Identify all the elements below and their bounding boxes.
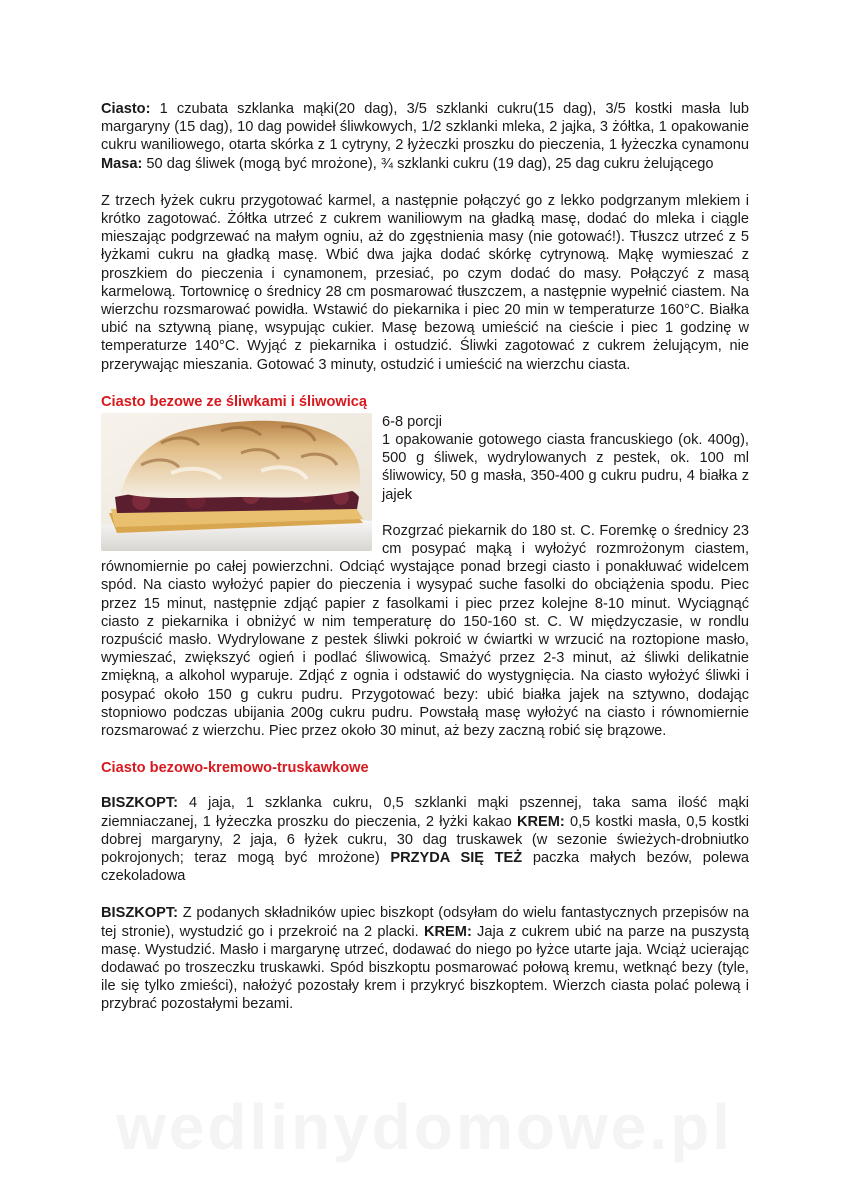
recipe3-title: Ciasto bezowo-kremowo-truskawkowe <box>101 760 369 777</box>
label-masa: Masa: <box>101 155 143 172</box>
plum-meringue-cake-photo <box>101 413 372 551</box>
biszkopt-method: Z podanych składników upiec biszkopt (odsyłam do wielu fantastycznych przepisów na tej stronie), wystudzić go i przekroić na 2 placki. <box>101 905 749 940</box>
label-krem: KREM: <box>516 813 565 830</box>
ciasto-ingredients: 1 czubata szklanka mąki(20 dag), 3/5 szklanki cukru(15 dag), 3/5 kostki masła lub margaryny (15 dag), 10 dag powideł śliwkowych, 1/2 szklanki mleka, 2 jajka, 3 żółtka, 1 opakowanie cukru waniliowego, otarta skórka z 1 cytryny, 2 łyżeczki proszku do pieczenia, 1 łyżeczka cynamonu <box>101 101 749 154</box>
method-label-krem: KREM: <box>423 923 472 940</box>
krem-ingredients: 0,5 kostki masła, 0,5 kostki dobrej margaryny, 2 jaja, 6 łyżek cukru, 30 dag truskawek (w sezonie świeżych-drobniutko pokrojonych; teraz mogą być mrożone) <box>101 813 749 866</box>
recipe2-method: Rozgrzać piekarnik do 180 st. C. Foremkę o średnicy 23 cm posypać mąką i wyłożyć rozmrożonym ciastem, równomiernie po całej powierzchni. Odciąć wystające ponad brzegi ciasto i ponakłuwać widelcem spód. Na ciasto wyłożyć papier do pieczenia i wysypać suche fasolki do obciążenia spodu. Piec przez 15 minut, następnie zdjąć papier z fasolkami i piec przez kolejne 8-10 minut. Wyciągnąć ciasto z piekarnika i obniżyć w nim temperaturę do 150-160 st. C. W międzyczasie, w rondlu rozpuścić masło. Wydrylowane z pestek śliwki pokroić w ćwiartki w wrzucić na roztopione masło, wymieszać, zwiększyć ogień i podlać śliwowicą. Smażyć przez 2-3 minut, aż śliwki delikatnie zmiękną, a alkohol wyparuje. Zdjąć z ognia i odstawić do wystygnięcia. Na ciasto wyłożyć śliwki i posypać około 150 g cukru pudru. Przygotować bezy: ubić białka jajek na sztywno, dodając stopniowo podczas ubijania 200g cukru pudru. Powstałą masę wyłożyć na ciasto i równomiernie rozsmarować z wierzchu. Piec przez około 30 minut, aż bezy zaczną robić się brązowe. <box>101 522 749 740</box>
recipe2-ingredients: 1 opakowanie gotowego ciasta francuskiego (ok. 400g), 500 g śliwek, wydrylowanych z pestek, ok. 100 ml śliwowicy, 50 g masła, 350-400 g cukru pudru, 4 białka z jajek <box>382 432 749 503</box>
masa-ingredients: 50 dag śliwek (mogą być mrożone), ¾ szklanki cukru (19 dag), 25 dag cukru żelującego <box>142 155 714 172</box>
recipe3-ingredients <box>101 794 749 885</box>
extra-ingredients: paczka małych bezów, polewa czekoladowa <box>101 849 749 885</box>
recipe2-portions: 6-8 porcji <box>382 413 443 430</box>
label-ciasto: Ciasto: <box>101 101 151 117</box>
recipe1-method: Z trzech łyżek cukru przygotować karmel, a następnie połączyć go z lekko podgrzanym mlekiem i krótko zagotować. Żółtka utrzeć z cukrem waniliowym na gładką masę, dodać do mleka i ciągle mieszając podgrzewać na małym ogniu, aż do zgęstnienia masy (nie gotować!). Tłuszcz utrzeć z 5 łyżkami cukru na gładką masę. Wbić dwa jajka dodać skórkę cytrynową. Mąkę wymieszać z proszkiem do pieczenia i cynamonem, przesiać, po czym dodać do masy. Połączyć z masą karmelową. Tortownicę o średnicy 28 cm posmarować tłuszczem, a następnie wypełnić ciastem. Na wierzchu rozsmarować powidła. Wstawić do piekarnika i piec 20 min w temperaturze 160°C. Białka ubić na sztywną pianę, wsypując cukier. Masę bezową umieścić na cieście i piec 1 godzinę w temperaturze 140°C. Wyjąć z piekarnika i ostudzić. Śliwki zagotować z cukrem żelującym, nie przerywając mieszania. Gotować 3 minuty, ostudzić i umieścić na wierzchu ciasta. <box>101 192 749 373</box>
recipe2-title: Ciasto bezowe ze śliwkami i śliwowicą <box>101 393 368 410</box>
label-przyda-sie-tez: PRZYDA SIĘ TEŻ <box>390 849 523 866</box>
watermark-text: wedlinydomowe.pl <box>116 1091 733 1163</box>
recipe1-ingredients <box>101 100 749 173</box>
label-biszkopt: BISZKOPT: <box>101 795 179 812</box>
krem-method: Jaja z cukrem ubić na parze na puszystą masę. Wystudzić. Masło i margarynę utrzeć, dodawać do niego po łyżce utarte jaja. Wciąż ucierając dodawać po troszeczku truskawki. Spód biszkoptu posmarować połową kremu, wetknąć bezy (tyle, ile się tylko zmieści), nałożyć pozostały krem i przykryć biszkoptem. Wierzch ciasta polać polewą i przybrać pozostałymi bezami. <box>101 923 749 1013</box>
recipe3-method <box>101 904 749 1013</box>
method-label-biszkopt: BISZKOPT: <box>101 905 179 922</box>
document-page <box>101 100 749 1014</box>
biszkopt-ingredients: 4 jaja, 1 szklanka cukru, 0,5 szklanki mąki pszennej, taka sama ilość mąki ziemniaczanej, 1 łyżeczka proszku do pieczenia, 2 łyżki kakao <box>101 795 749 830</box>
